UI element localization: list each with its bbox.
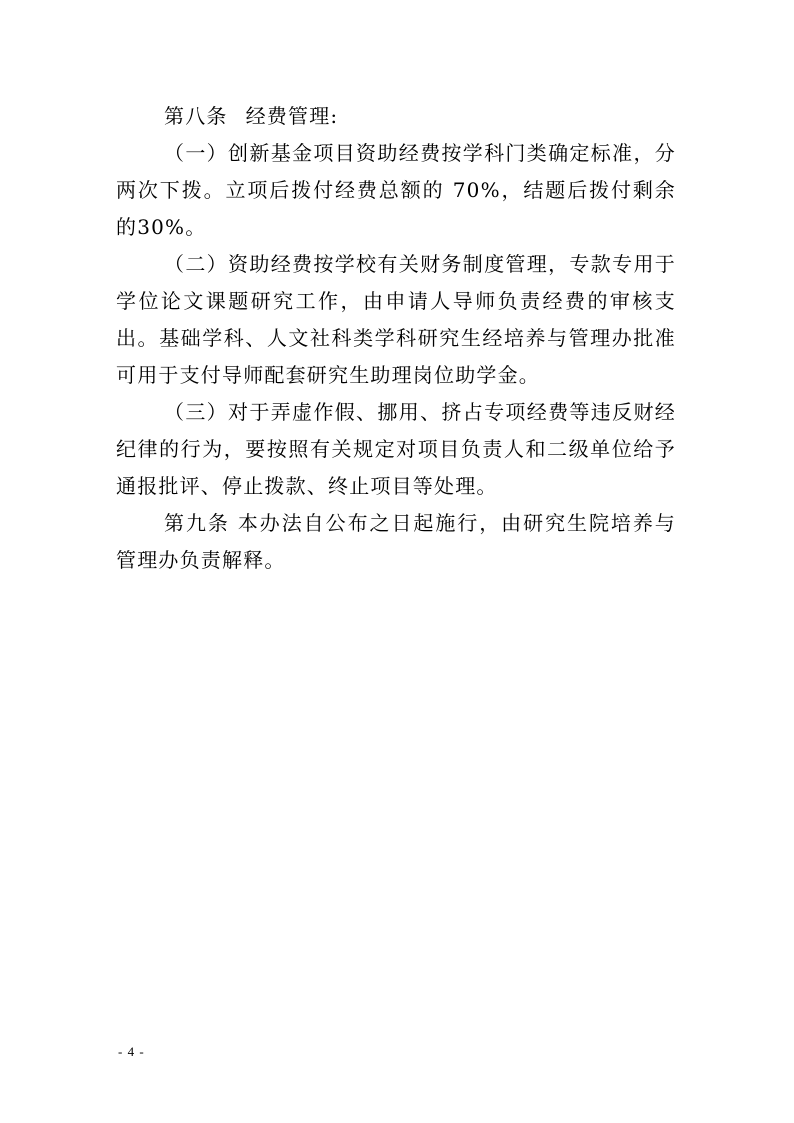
article-8-heading-text: 经费管理: [245, 104, 339, 128]
article-8-item-1: （一）创新基金项目资助经费按学科门类确定标准，分两次下拨。立项后拨付经费总额的 70%，结题后拨付剩余的30%。 [116, 141, 676, 239]
article-9-paragraph [116, 505, 676, 579]
article-8-title: 第八条 [164, 104, 228, 128]
article-9-title: 第九条 [164, 511, 230, 535]
document-body [116, 98, 676, 579]
article-8-heading [116, 98, 676, 135]
page-number: - 4 - [118, 1044, 145, 1059]
article-8-item-3: （三）对于弄虚作假、挪用、挤占专项经费等违反财经纪律的行为，要按照有关规定对项目负责人和二级单位给予通报批评、停止拨款、终止项目等处理。 [116, 400, 676, 498]
article-8-item-2: （二）资助经费按学校有关财务制度管理，专款专用于学位论文课题研究工作，由申请人导师负责经费的审核支出。基础学科、人文社科类学科研究生经培养与管理办批准可用于支付导师配套研究生助理岗位助学金。 [116, 252, 676, 387]
article-9-text: 本办法自公布之日起施行，由研究生院培养与管理办负责解释。 [116, 511, 676, 572]
